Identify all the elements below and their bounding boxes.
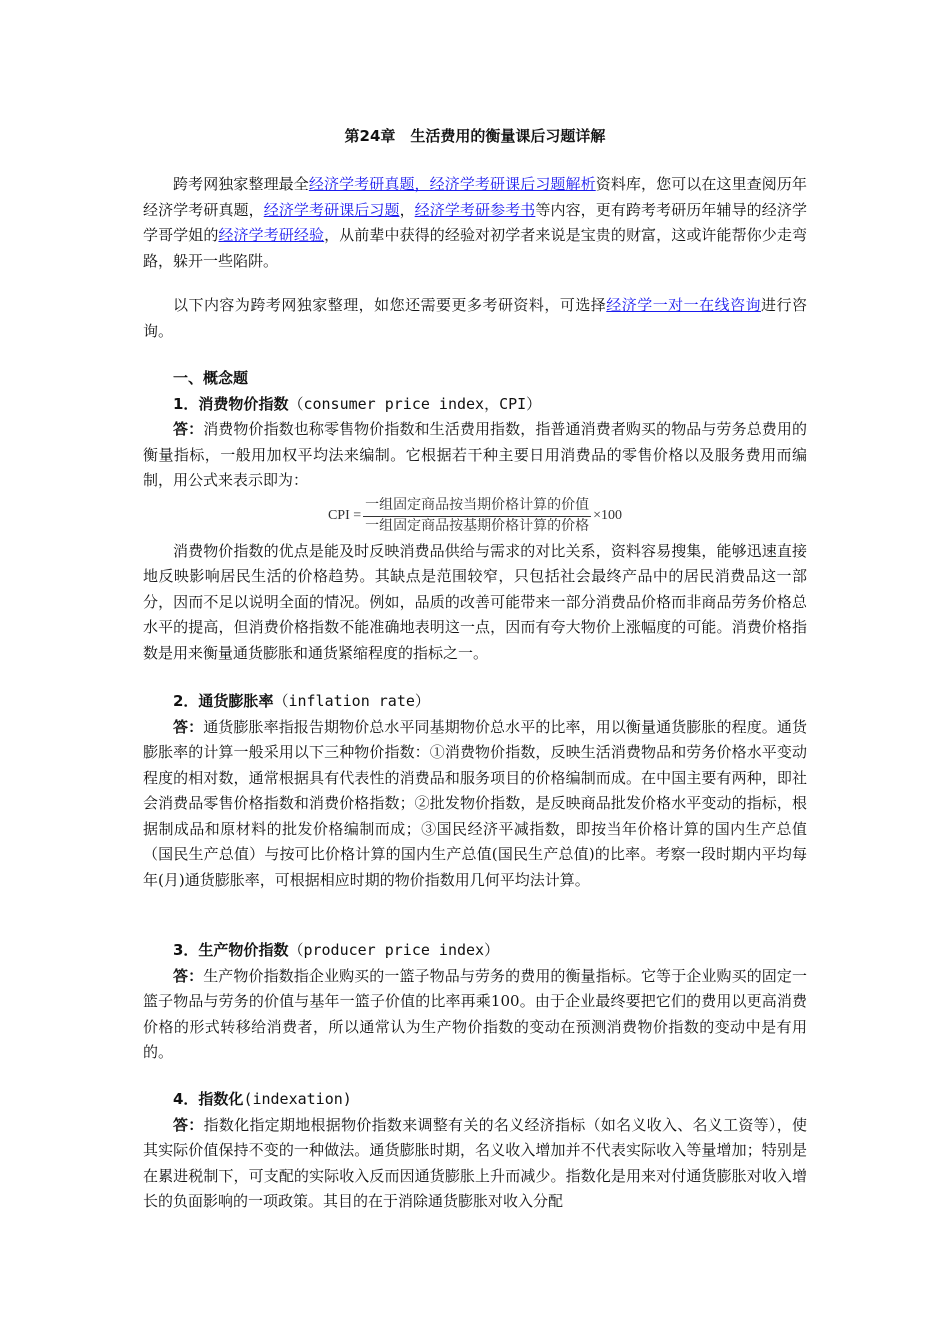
item-title: 2．通货膨胀率 [173,692,274,710]
item-2 [143,689,807,893]
link-exam-questions[interactable]: 经济学考研真题，经济学考研课后习题解析 [308,175,596,193]
answer-label: 答： [173,1115,204,1134]
answer-text: 通货膨胀率指报告期物价总水平同基期物价总水平的比率，用以衡量通货膨胀的程度。通货膨胀率的计算一般采用以下三种物价指数：①消费物价指数，反映生活消费物品和劳务价格水平变动程度的相对数，通常根据具有代表性的消费品和服务项目的价格编制而成。在中国主要有两种，即社会消费品零售价格指数和消费价格指数；②批发物价指数，是反映商品批发价格水平变动的指标，根据制成品和原材料的批发价格编制而成；③国民经济平减指数，即按当年价格计算的国内生产总值（国民生产总值）与按可比价格计算的国内生产总值(国民生产总值)的比率。考察一段时期内平均每年(月)通货膨胀率，可根据相应时期的物价指数用几何平均法计算。 [143,717,807,889]
intro-text: 资料库，您可以在这里查阅历年经济学考研真题， [143,175,807,219]
answer-label: 答： [173,966,204,985]
link-online-consult[interactable]: 经济学一对一在线咨询 [606,296,762,314]
intro-text: 以下内容为跨考网独家整理，如您还需要更多考研资料，可选择 [173,296,607,314]
item-2-answer [143,715,807,894]
link-exam-experience[interactable]: 经济学考研经验 [218,226,325,244]
item-4 [143,1087,807,1215]
intro-text: ， [399,200,415,219]
item-3-answer [143,964,807,1066]
item-1-answer [143,417,807,494]
item-title: 3．生产物价指数 [173,941,289,959]
item-1-heading [143,392,807,418]
chapter-title: 第24章 生活费用的衡量课后习题详解 [344,127,606,145]
formula-rhs: ×100 [593,508,623,524]
link-reference-books[interactable]: 经济学考研参考书 [414,200,536,219]
item-4-answer [143,1113,807,1215]
answer-text: 指数化指定期地根据物价指数来调整有关的名义经济指标（如名义收入、名义工资等），使其实际价值保持不变的一种做法。通货膨胀时期，名义收入增加并不代表实际收入等量增加；特别是在累进税制下，可支配的实际收入反而因通货膨胀上升而减少。指数化是用来对付通货膨胀对收入增长的负面影响的一项政策。其目的在于消除通货膨胀对收入分配 [143,1115,807,1210]
intro-paragraph-1 [143,172,807,274]
answer-text: 消费物价指数也称零售物价指数和生活费用指数，指普通消费者购买的物品与劳务总费用的衡量指标，一般用加权平均法来编制。它根据若干种主要日用消费品的零售价格以及服务费用而编制，用公式来表示即为： [143,420,807,489]
item-3-heading [143,938,807,964]
item-title: 4．指数化 [173,1090,244,1108]
answer-label: 答： [173,420,204,438]
link-after-class-exercises[interactable]: 经济学考研课后习题 [263,200,400,219]
answer-text: 生产物价指数指企业购买的一篮子物品与劳务的费用的衡量指标。它等于企业购买的固定一篮子物品与劳务的价值与基年一篮子价值的比率再乘100。由于企业最终要把它们的费用以更高消费价格的形式转移给消费者，所以通常认为生产物价指数的变动在预测消费物价指数的变动中是有用的。 [143,966,807,1061]
concept-section [143,366,807,666]
item-3 [143,938,807,1066]
item-term: （producer price index） [288,941,500,959]
item-title: 1．消费物价指数 [173,394,289,413]
cpi-formula [143,496,807,537]
intro-text: ，从前辈中获得的经验对初学者来说是宝贵的财富，这或许能帮你少走弯路，躲开一些陷阱。 [143,226,807,270]
formula-denominator: 一组固定商品按基期价格计算的价格 [365,518,590,534]
section-heading: 一、概念题 [173,369,249,387]
item-1-discussion: 消费物价指数的优点是能及时反映消费品供给与需求的对比关系，资料容易搜集，能够迅速直接地反映影响居民生活的价格趋势。其缺点是范围较窄，只包括社会最终产品中的居民消费品这一部分，因而不足以说明全面的情况。例如，品质的改善可能带来一部分消费品价格而非商品劳务价格总水平的提高，但消费价格指数不能准确地表明这一点，因而有夸大物价上涨幅度的可能。消费价格指数是用来衡量通货膨胀和通货紧缩程度的指标之一。 [143,541,807,662]
item-2-heading [143,689,807,715]
answer-label: 答： [173,717,204,736]
intro-paragraph-2 [143,293,807,344]
item-term: （consumer price index，CPI） [288,394,542,413]
item-term: （inflation rate） [273,692,430,710]
intro-text: 进行咨询。 [143,296,807,340]
formula-lhs: CPI = [327,508,362,524]
item-4-heading [143,1087,807,1113]
formula-numerator: 一组固定商品按当期价格计算的价值 [363,496,591,517]
formula-fraction [363,496,591,537]
item-term: (indexation) [243,1090,352,1108]
intro-text: 跨考网独家整理最全 [173,175,309,193]
intro-text: 等内容，更有跨考考研历年辅导的经济学学哥学姐的 [143,200,807,244]
